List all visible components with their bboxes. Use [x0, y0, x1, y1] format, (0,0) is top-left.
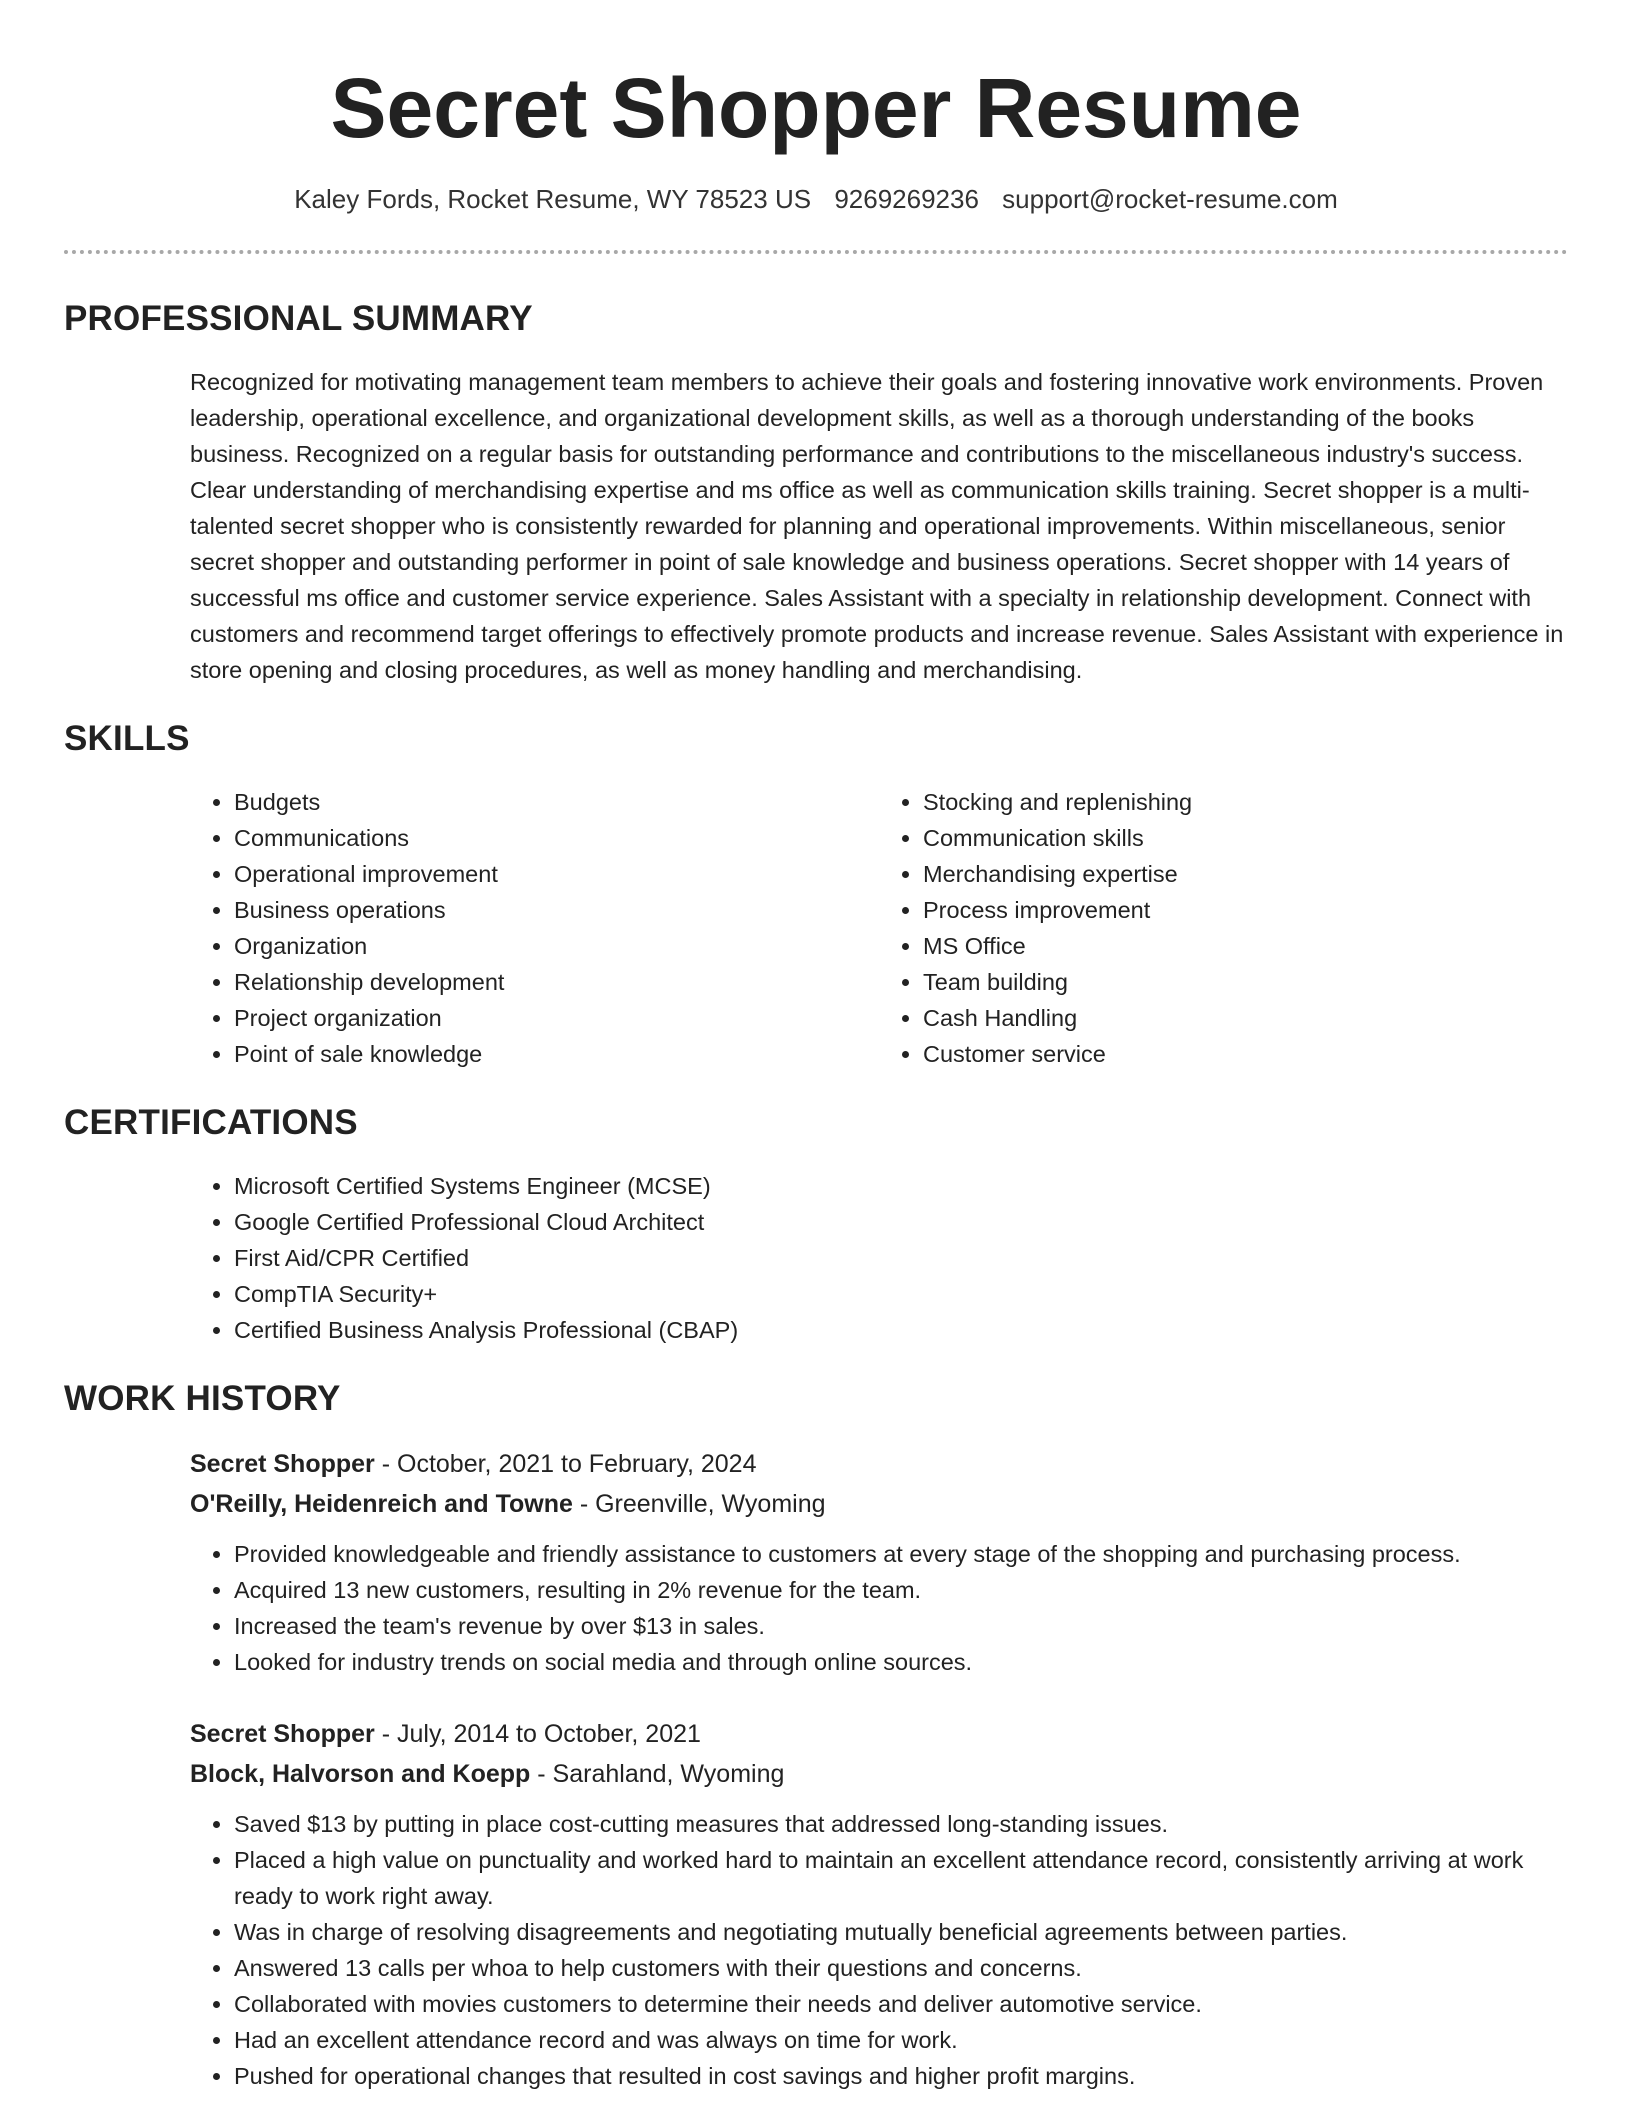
skill-item: • Team building: [923, 964, 1568, 1000]
job-bullet: • Was in charge of resolving disagreements and negotiating mutually beneficial agreements between parties.: [234, 1914, 1568, 1950]
job-entry: [190, 1444, 1568, 1680]
work-history-heading: WORK HISTORY: [64, 1379, 341, 1418]
job-bullet: • Answered 13 calls per whoa to help customers with their questions and concerns.: [234, 1950, 1568, 1986]
page-title: Secret Shopper Resume: [330, 61, 1302, 155]
skill-item: • Communications: [234, 820, 879, 856]
skill-item: • Communication skills: [923, 820, 1568, 856]
skill-item: • Point of sale knowledge: [234, 1036, 879, 1072]
skill-item: • Business operations: [234, 892, 879, 928]
job-bullet: • Had an excellent attendance record and was always on time for work.: [234, 2022, 1568, 2058]
skills-heading: SKILLS: [64, 719, 190, 758]
skills-list-right: [879, 784, 1568, 1072]
skill-item: • Stocking and replenishing: [923, 784, 1568, 820]
skill-item: • Cash Handling: [923, 1000, 1568, 1036]
skill-item: • Relationship development: [234, 964, 879, 1000]
job-company: O'Reilly, Heidenreich and Towne: [190, 1490, 573, 1518]
job-bullet: • Pushed for operational changes that resulted in cost savings and higher profit margins.: [234, 2058, 1568, 2094]
job-bullet: • Collaborated with movies customers to determine their needs and deliver automotive service.: [234, 1986, 1568, 2022]
job-dates: - July, 2014 to October, 2021: [374, 1720, 701, 1748]
skills-columns: [190, 784, 1568, 1072]
job-bullet: • Acquired 13 new customers, resulting in 2% revenue for the team.: [234, 1572, 1568, 1608]
skill-item: • Operational improvement: [234, 856, 879, 892]
job-company: Block, Halvorson and Koepp: [190, 1760, 531, 1788]
contact-email: support@rocket-resume.com: [1002, 184, 1338, 214]
summary-heading: PROFESSIONAL SUMMARY: [64, 299, 533, 338]
job-location: - Greenville, Wyoming: [572, 1490, 826, 1518]
contact-line: [64, 182, 1568, 216]
skill-item: • Customer service: [923, 1036, 1568, 1072]
contact-address: Kaley Fords, Rocket Resume, WY 78523 US: [294, 184, 812, 214]
job-bullets: [190, 1536, 1568, 1680]
certification-item: • Certified Business Analysis Professional (CBAP): [234, 1312, 1568, 1348]
job-bullet: • Increased the team's revenue by over $13 in sales.: [234, 1608, 1568, 1644]
skill-item: • MS Office: [923, 928, 1568, 964]
job-location: - Sarahland, Wyoming: [530, 1760, 785, 1788]
skill-item: • Process improvement: [923, 892, 1568, 928]
certifications-list: [190, 1168, 1568, 1348]
job-bullet: • Provided knowledgeable and friendly assistance to customers at every stage of the shopping and purchasing process.: [234, 1536, 1568, 1572]
job-title-line: [190, 1444, 1568, 1484]
job-bullet: • Saved $13 by putting in place cost-cutting measures that addressed long-standing issues.: [234, 1806, 1568, 1842]
contact-phone: 9269269236: [834, 184, 979, 214]
job-bullet: • Looked for industry trends on social media and through online sources.: [234, 1644, 1568, 1680]
certification-item: • CompTIA Security+: [234, 1276, 1568, 1312]
certification-item: • Microsoft Certified Systems Engineer (MCSE): [234, 1168, 1568, 1204]
skills-list-left: [190, 784, 879, 1072]
job-bullets: [190, 1806, 1568, 2094]
job-company-line: [190, 1754, 1568, 1794]
header-divider: [64, 250, 1568, 254]
job-company-line: [190, 1484, 1568, 1524]
job-title: Secret Shopper: [190, 1720, 375, 1748]
job-title-line: [190, 1714, 1568, 1754]
job-bullet: • Placed a high value on punctuality and worked hard to maintain an excellent attendance record, consistently arriving at work ready to work right away.: [234, 1842, 1568, 1914]
job-entry: [190, 1714, 1568, 2094]
resume-page: [64, 0, 1568, 2094]
skill-item: • Organization: [234, 928, 879, 964]
skill-item: • Budgets: [234, 784, 879, 820]
certification-item: • First Aid/CPR Certified: [234, 1240, 1568, 1276]
job-title: Secret Shopper: [190, 1450, 375, 1478]
skill-item: • Project organization: [234, 1000, 879, 1036]
job-dates: - October, 2021 to February, 2024: [374, 1450, 757, 1478]
certification-item: • Google Certified Professional Cloud Architect: [234, 1204, 1568, 1240]
certifications-heading: CERTIFICATIONS: [64, 1103, 358, 1142]
summary-text: Recognized for motivating management team members to achieve their goals and fostering innovative work environments. Proven leadership, operational excellence, and organizational development skills, as well as a thorough understanding of the books business. Recognized on a regular basis for outstanding performance and contributions to the miscellaneous industry's success. Clear understanding of merchandising expertise and ms office as well as communication skills training. Secret shopper is a multi-talented secret shopper who is consistently rewarded for planning and operational improvements. Within miscellaneous, senior secret shopper and outstanding performer in point of sale knowledge and business operations. Secret shopper with 14 years of successful ms office and customer service experience. Sales Assistant with a specialty in relationship development. Connect with customers and recommend target offerings to effectively promote products and increase revenue. Sales Assistant with experience in store opening and closing procedures, as well as money handling and merchandising.: [190, 369, 1564, 683]
skill-item: • Merchandising expertise: [923, 856, 1568, 892]
